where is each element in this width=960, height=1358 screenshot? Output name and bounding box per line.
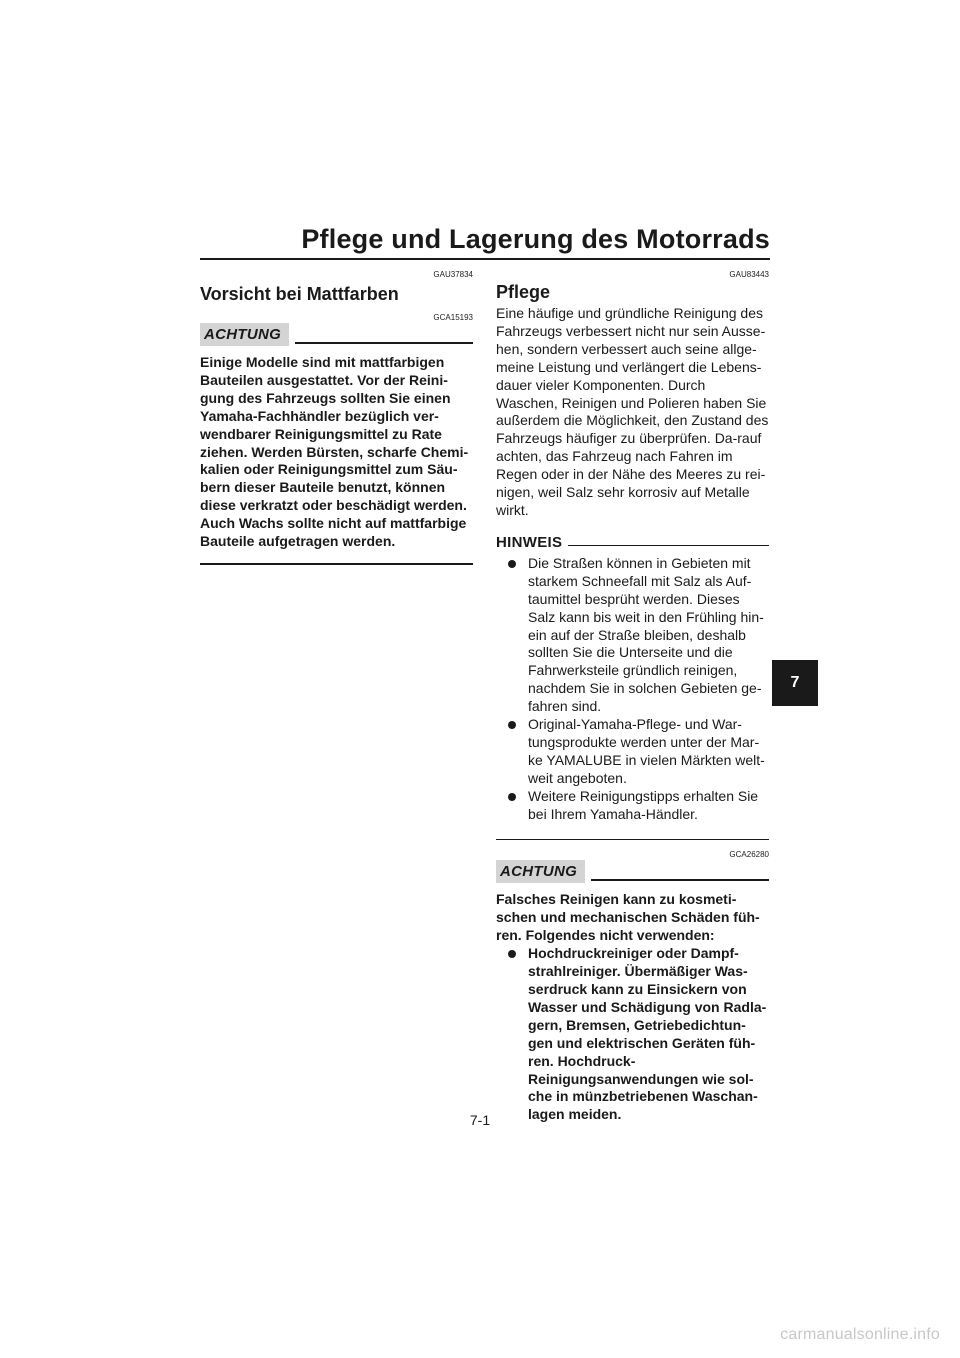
watermark: carmanualsonline.info [780, 1326, 940, 1343]
section-code: GAU37834 [433, 270, 473, 279]
right-column [496, 270, 769, 1124]
list-item: Original-Yamaha-Pflege- und War-tungsprodukte werden unter der Mar-ke YAMALUBE in vielen Märkten welt-weit angeboten. [506, 716, 769, 788]
warning-header [496, 860, 769, 883]
note-list [496, 555, 769, 824]
list-item: Weitere Reinigungstipps erhalten Sie bei Ihrem Yamaha-Händler. [506, 788, 769, 824]
warning-header [200, 323, 473, 346]
warning-end-rule [200, 563, 473, 565]
warning-list [496, 945, 769, 1124]
page-number: 7-1 [469, 1112, 491, 1128]
bullet-icon [508, 793, 516, 801]
warning-text: Falsches Reinigen kann zu kosmeti-schen und mechanischen Schäden füh-ren. Folgendes nicht verwenden: [496, 891, 760, 944]
note-label: HINWEIS [496, 533, 563, 551]
bullet-icon [508, 560, 516, 568]
list-item: Die Straßen können in Gebieten mit starkem Schneefall mit Salz als Auf-taumittel besprüht werden. Dieses Salz kann bis weit in den Frühling hin-ein auf der Straße bleiben, deshalb sollten Sie die Unterseite und die Fahrwerksteile gründlich reinigen, nachdem Sie in solchen Gebieten ge-fahren sind. [506, 555, 769, 716]
intro-text: Eine häufige und gründliche Reinigung des Fahrzeugs verbessert nicht nur sein Ausse-hen, sondern verbessert auch seine allge-meine Leistung und verlängert die Lebens-dauer vieler Komponenten. Durch Waschen, Reinigen und Polieren haben Sie außerdem die Möglichkeit, den Zustand des Fahrzeugs häufiger zu überprüfen. Da-rauf achten, das Fahrzeug nach Fahren im Regen oder in der Nähe des Meeres zu rei-nigen, weil Salz sehr korrosiv auf Metalle wirkt. [496, 305, 769, 518]
note-header-rule [568, 545, 769, 546]
warning-text: Einige Modelle sind mit mattfarbigen Bauteilen ausgestattet. Vor der Reini-gung des Fahrzeugs sollten Sie einen Yamaha-Fachhändler bezüglich ver-wendbarer Reinigungsmittel zu Rate ziehen. Werden Bürsten, scharfe Chemi-kalien oder Reinigungsmittel zum Säu-bern dieser Bauteile benutzt, können diese verkratzt oder beschädigt werden. Auch Wachs sollte nicht auf mattfarbige Bauteile aufgetragen werden. [200, 354, 469, 550]
title-rule [200, 258, 770, 260]
left-column [200, 270, 473, 565]
warning-label: ACHTUNG [496, 860, 585, 883]
list-item: Hochdruckreiniger oder Dampf-strahlreiniger. Übermäßiger Was-serdruck kann zu Einsickern von Wasser und Schädigung von Radla-gern, Bremsen, Getriebedichtun-gen und elektrischen Geräten füh-ren. Hochdruck-Reinigungsanwendungen wie sol-che in münzbetriebenen Waschan-lagen meiden. [506, 945, 769, 1124]
section-code: GAU83443 [729, 270, 769, 279]
chapter-tab: 7 [772, 660, 818, 706]
section-heading: Pflege [496, 282, 551, 302]
page-title: Pflege und Lagerung des Motorrads [301, 224, 770, 254]
note-header [496, 534, 769, 551]
warning-header-rule [591, 879, 769, 881]
bullet-icon [508, 950, 516, 958]
note-end-rule [496, 839, 769, 840]
warning-label: ACHTUNG [200, 323, 289, 346]
section-heading: Vorsicht bei Mattfarben [200, 284, 399, 304]
bullet-icon [508, 721, 516, 729]
warning-code: GCA15193 [433, 313, 473, 322]
warning-code: GCA26280 [729, 850, 769, 860]
warning-header-rule [295, 342, 473, 344]
